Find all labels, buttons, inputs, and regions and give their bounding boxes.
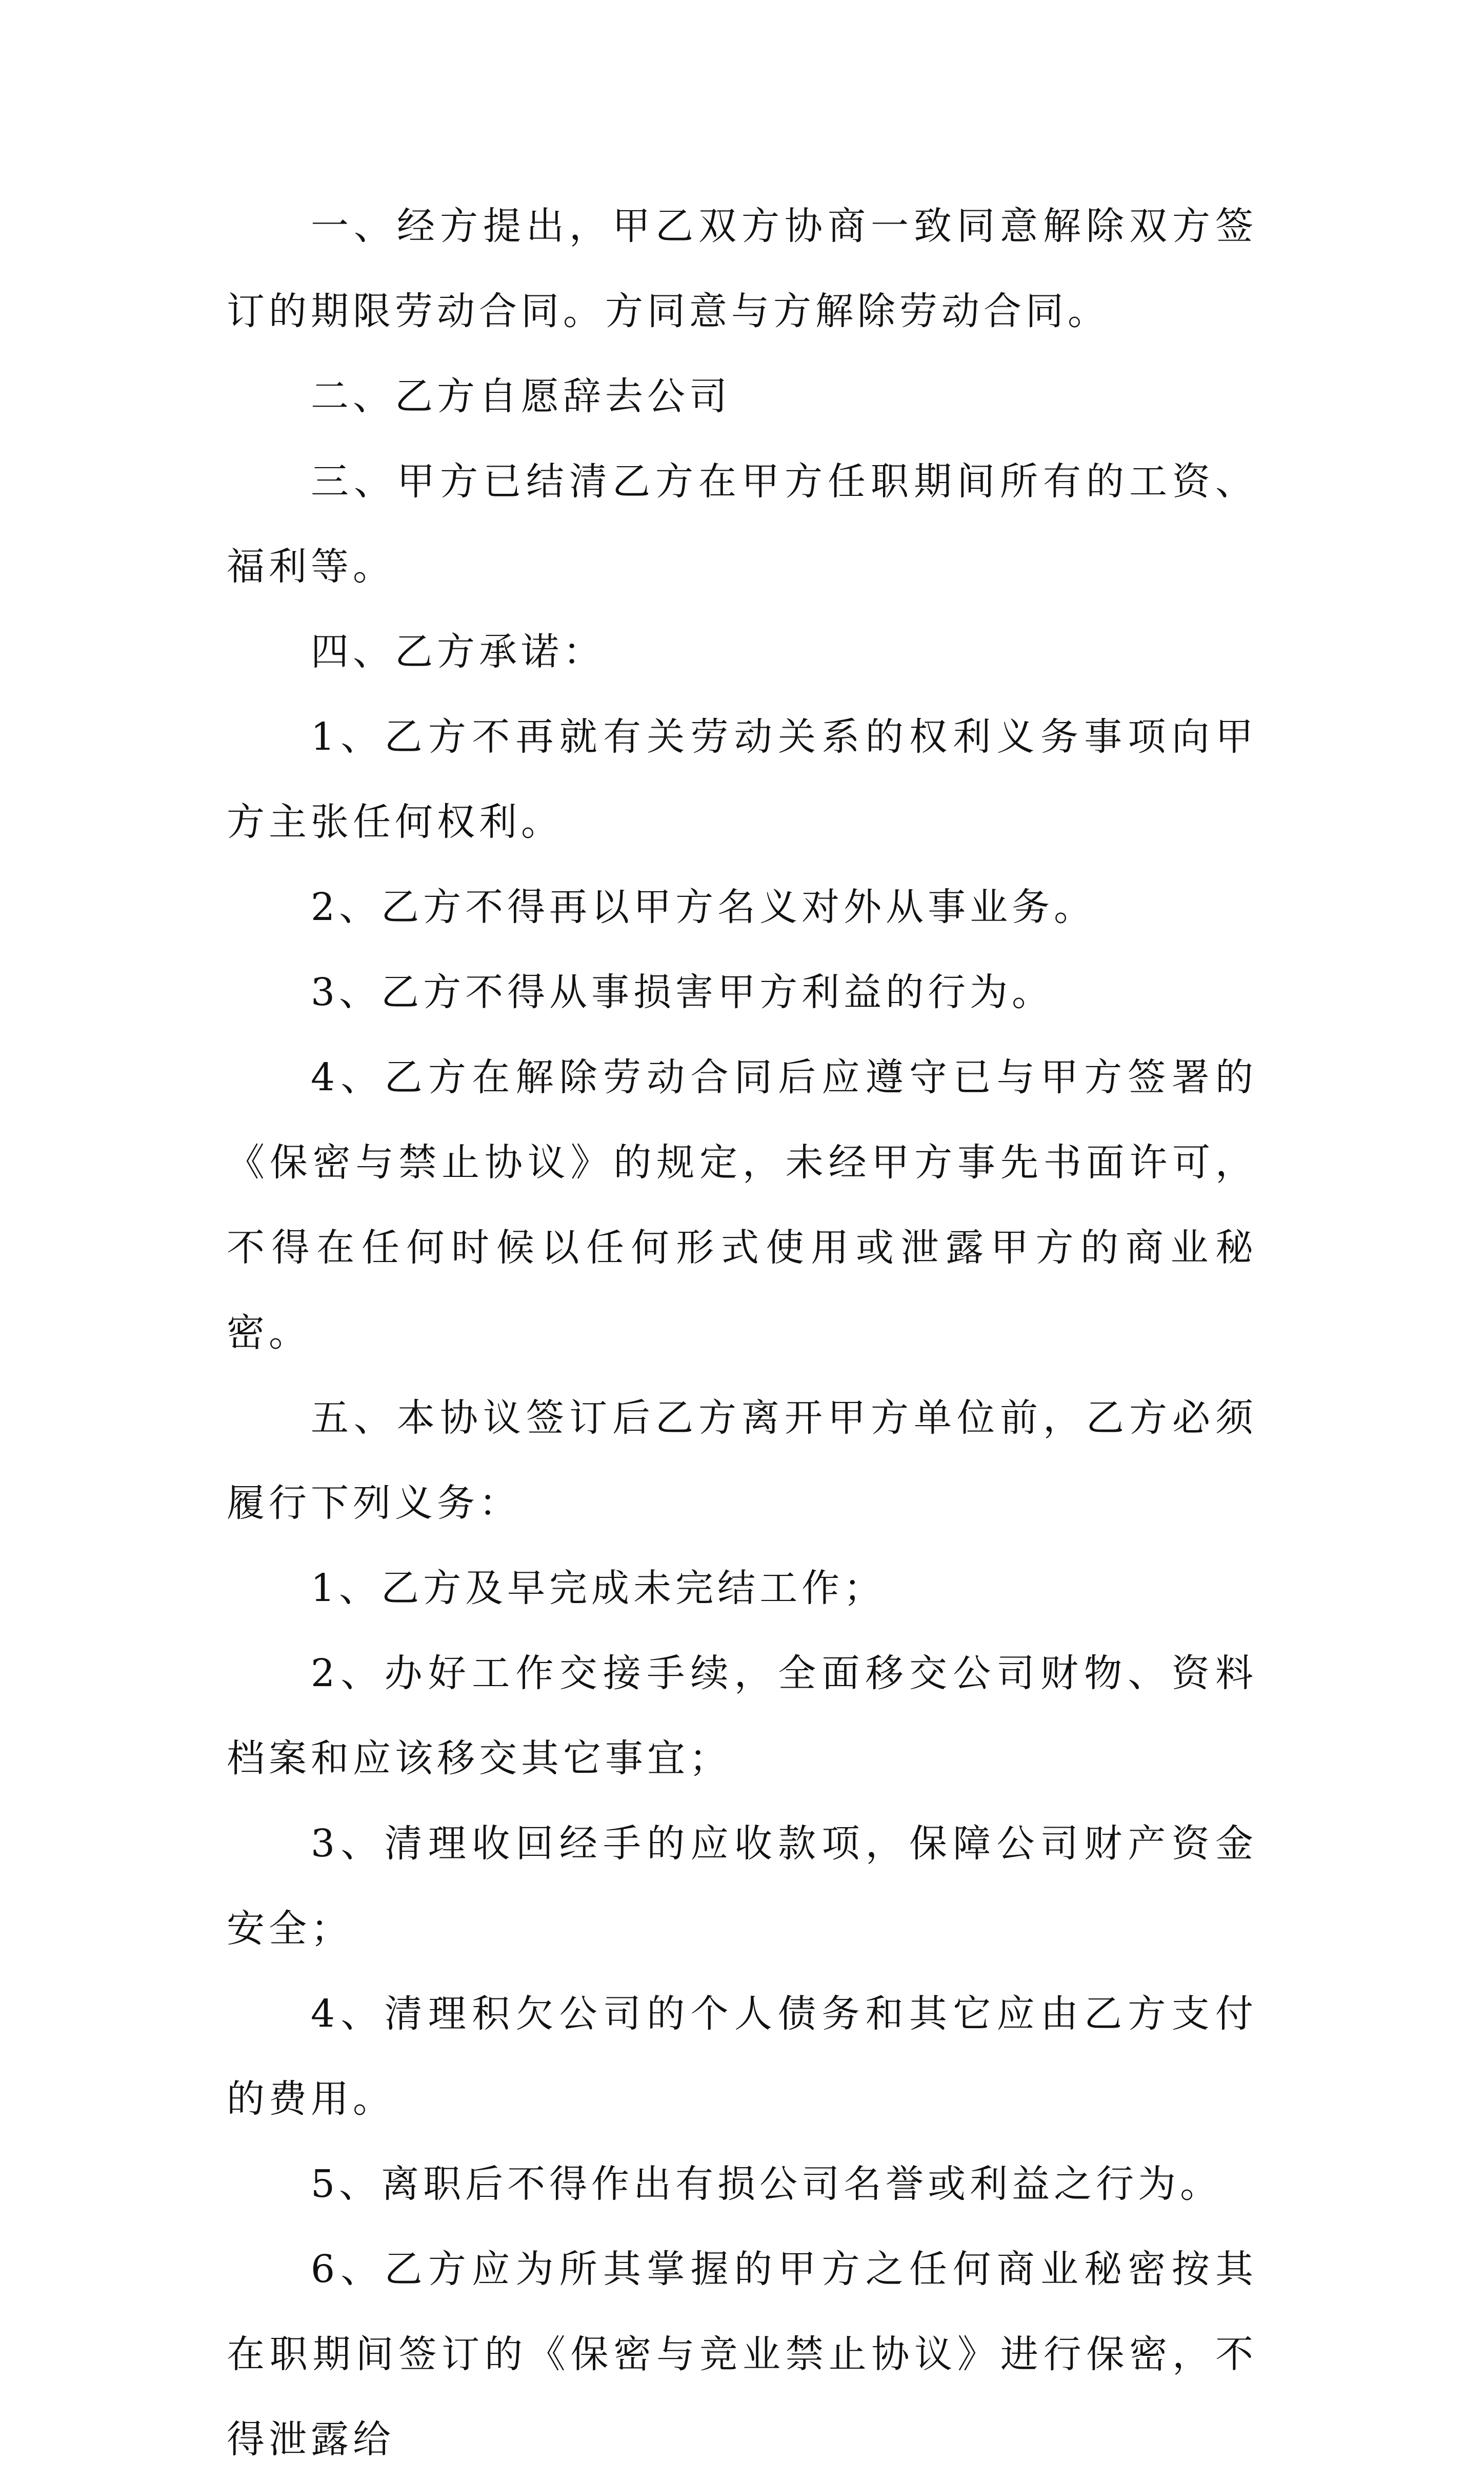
paragraph-9: 五、本协议签订后乙方离开甲方单位前，乙方必须履行下列义务： [227, 1396, 1257, 1525]
paragraph-11: 2、办好工作交接手续，全面移交公司财物、资料档案和应该移交其它事宜； [227, 1651, 1257, 1780]
paragraph-12: 3、清理收回经手的应收款项，保障公司财产资金安全； [227, 1822, 1257, 1951]
paragraph-13: 4、清理积欠公司的个人债务和其它应由乙方支付的费用。 [227, 1992, 1257, 2121]
paragraph-3: 三、甲方已结清乙方在甲方任职期间所有的工资、福利等。 [227, 459, 1257, 589]
paragraph-15: 6、乙方应为所其掌握的甲方之任何商业秘密按其在职期间签订的《保密与竞业禁止协议》进行保密，不得泄露给 [227, 2247, 1257, 2461]
paragraph-1: 一、经方提出，甲乙双方协商一致同意解除双方签订的期限劳动合同。方同意与方解除劳动合同。 [227, 204, 1257, 333]
paragraph-7: 3、乙方不得从事损害甲方利益的行为。 [311, 970, 1054, 1014]
paragraph-5: 1、乙方不再就有关劳动关系的权利义务事项向甲方主张任何权利。 [227, 715, 1257, 844]
document-body [227, 184, 1257, 2482]
paragraph-4: 四、乙方承诺： [311, 630, 605, 674]
paragraph-6: 2、乙方不得再以甲方名义对外从事业务。 [311, 885, 1096, 929]
paragraph-2: 二、乙方自愿辞去公司 [311, 374, 731, 418]
paragraph-14: 5、离职后不得作出有损公司名誉或利益之行为。 [311, 2162, 1222, 2206]
paragraph-10: 1、乙方及早完成未完结工作； [311, 1566, 886, 1610]
paragraph-8: 4、乙方在解除劳动合同后应遵守已与甲方签署的《保密与禁止协议》的规定，未经甲方事先书面许可，不得在任何时候以任何形式使用或泄露甲方的商业秘密。 [227, 1055, 1257, 1355]
